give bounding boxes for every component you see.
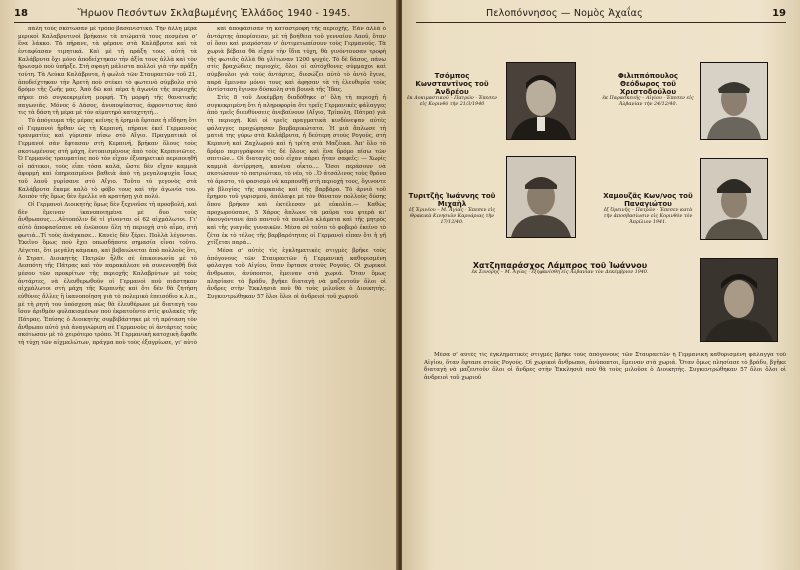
paragraph: Τὸ ἀπόγευμα τῆς μέρας κείνης ἡ ἐρημιὰ ἔφτασε ἡ εἴδηση ὅτι οἱ Γερμανοὶ ἦρθαν ὡς τὴ Κερπινή, πήρανε ἐκεῖ Γερμανοὺς τραυματίες καὶ γύρισαν πίσω στὸ Αἴγιο. Πραγματικὰ οἱ Γερμανοὶ σὰν ἔφτασαν στὴ Κερπινή, βρήκαν ὅλους τοὺς σκοτωμένους στὴ μάχη, ἐντοπισμένους ἀπὸ τοὺς Κερπινιῶτες. Ὁ Γερμανὸς τραυματίας ποὺ τὸν εἶχαν ἐξυπηρετικὸ περιποιηθῆ οἱ πάτεκοι, τοὺς εἶπε τόσα καλά, ὥστε δὲν εἴχαν καμμιὰ ἀφορμὴ καὶ ἐπηρεασμένοι βαθειὰ ἀπὸ τὴ μεγαλοψυχία ἴσως τοῦ λαοῦ γυρίσανε στὸ Αἴγιο. Τοῦτο τὸ γεγονὸς στὰ Καλάβρυτα ἔκαμε καλὸ τὸ φόβο τους καὶ τὴν ἀγωνία του. Λοιπὸν τῆς ὅμως δὲν ἔμελλε νὰ κρατήσῃ γιὰ πολύ.	[18, 117, 197, 201]
paragraph: πάλη τοὺς σκότωσαν μὲ τρόπο βασανιστικό. Τὴν ἄλλη μέρα μερικοὶ Καλαβρυτινοὶ βρήκανε τὰ πτώματά τους πεσμένα σ' ἕνα λάκκο. Τὰ πήρανε, τὰ φέρανε στὰ Καλάβρυτα καὶ τὰ ἐνταφίασαν τιμητικά. Καὶ μὲ τὴ πράξη τους αὐτὴ τὰ Καλάβρυτα ὄχι μόνο ἀποδείχτηκαν τὴν ἀξία τους ἀλλὰ καὶ τὸν ἡρωισμὸ ποὺ ὑπῆρξε. Στὴ σφαγὴ μάλιστα πολλοὶ γιὰ τὴν πρᾶξη τούτη. Τὰ Λεύκα Καλάβρυτα, ἡ φωλιὰ τῶν Σταυραετῶν τοῦ 21, ἀποδείχτηκαν τὴν Ἀρετὴ ποὺ στέκει τὸ φωτεινὸ σύμβολο στὸ δρόμο τῆς ζωῆς μας. Ἀπὸ δῶ καὶ πέρα ἡ ἀγωνία τῆς περιοχῆς πήρεε πιὸ συγκεκριμένη μορφή. Τὴ μορφὴ τῆς θανατικῆς παγωνιᾶς. Μόνος ὁ Δάσος, ἀνυποψίαστος, ἀφροντιστος ἀπό τις τὰ δάση τῆ μέρα μὲ τὸν αἱματηρὸ καταχτητή...	[18, 26, 197, 117]
profile-name: Τσόμπος Κωνσταντῖνος τοῦ Ἀνδρέου	[415, 72, 489, 96]
profile-name: Τυριτζῆς Ἰωάννης τοῦ Μιχαὴλ	[408, 192, 496, 208]
paragraph: Μέσα σ' αὐτὲς τὶς ἐγκληματικὲς στιγμὲς βρῆκε τοὺς ἀπόγονους τῶν Σταυραετῶν ἡ Γερμανικὴ καθορισμένη φάλαγγα τοῦ Αἰγίου, ὅταν ἔφτασε στοὺς Ρογούς. Οἱ χωρικοὶ ἄνθρωποι, ἀνύποπτοι, ἔμειναν στὰ χωριά. Ὅταν ὅμως πλησίασε τὸ βράδυ, βγῆκε διαταγὴ νὰ μαζευτοῦν ὅλοι οἱ ἄνδρες στὴν Ἐκκλησιὰ ποὺ θὰ τοὺς μιλοῦσε ὁ Διοικητής. Συγκεντρώθηκαν 57 ὅλοι ὅλοι οἱ ἀνδρειοὶ τοῦ χωριοῦ	[207, 248, 386, 300]
left-page-header	[14, 6, 384, 23]
profile-caption	[460, 262, 660, 276]
profile-caption	[602, 72, 694, 108]
paragraph: Οἱ Γερμανοὶ Διοικητὴς ὅμως δὲν ξεχνοῦσε τὴ προσβολή, καὶ δὲν ἔμειναν ἱκανοποιημένα μὲ δυο τοὺς ἄνθρωπους.....Αὐτοπόλιν δὲ τί γίνονται οἱ 62 αἰχμάλωτοι. Γι' αὐτὸ ἀποφασίσανε νὰ ἐνῶσουν ὅλη τὴ περιοχὴ στὸ αἷμα, στὴ φωτιά...Τί τοὺς ἀνάγκασε... Κανεὶς δὲν ξέρει. Πολλὰ λέγονται. Ἐκεῖνο ὅμως ποὺ ἔχει οπωσδήποτε σημασία εἶναι τοῦτο. Λέγεται, ὅτι μεγάλη κάμακα, καὶ βεβαιώνεται ἀπὸ πολλοὺς ὅτι, ὁ Στρατ. Διοικητὴς Πατρῶν ἦλθε σὲ ἐπικοινωνία μὲ τὸ Δεσπότη τῆς Πάτρας καὶ τὸν παρακάλεσε νὰ συνεννοηθῆ διὰ μέσου τῶν προκρίτων τῆς περιοχῆς Καλαβρύτων μὲ τοὺς ἀντάρτες, νὰ ἐλευθερωθοῦν οἱ Γερμανοὶ ποὺ πιάστηκαν αἰχμάλωτοι στὴ μάχη τῆς Κερπινῆς καὶ ὅτι δὲν θὰ ζητήση εὐθύνες ἄλλες ἢ ἱκανοποίηση γιὰ τὸ πολεμικὸ ἐπεισόδιο κ.λ.π., μὲ τὴ ρητὴ του ὑπόσχεση πὼς θὰ ἐλευθέρωνε μὲ διαταγὴ του ἴσον ἀριθμὸν φυλακισμένων ποὺ ἐκρατοῦντο στὶς φυλακὲς τῆς Πάτρας. Ἐπίσης ὁ Διοικητὴς συμβιβάστηκε μὲ τὴ πρόταση τὸν ἄνθρωπο αὐτὸ γιὰ ἀναγνώριση σὲ Γερμανοὺς οἱ ἀντάρτες τοὺς σκότωσαν μὲ τὸ χειρότερο τρόπο. Ἡ Γερμανικὴ κατοχικὴ ἔφαθε τὴ τύχη τῶν αἰχμαλώτων, πράγμα ποὺ τοὺς ἐξαγρίωσε, γι' αὐτὸ	[18, 202, 197, 346]
text-column	[424, 352, 786, 564]
page-number: 18	[14, 7, 28, 19]
profile-name: Χατζηπαράσχος Λάμπρος τοῦ Ἰωάννου	[472, 261, 648, 270]
profile-name: Χαμουζᾶς Κων/νος τοῦ Παναγιώτου	[603, 192, 693, 208]
profile-caption	[602, 192, 694, 226]
left-page	[0, 0, 398, 570]
profile-caption	[406, 192, 498, 226]
profile-details: ἐκ Συνόρης – Μ. Ἀγίας · ἐξηφανίσθη εἰς Ἀλβανίαν τὸν Δεκέμβριον 1940.	[471, 270, 649, 275]
running-title: Πελοπόννησος — Νομὸς Ἀχαΐας	[486, 7, 643, 19]
profile-name: Φιλιππόπουλος Θεόδωρος τοῦ Χριστοδούλου	[617, 72, 679, 96]
text-column-1	[18, 26, 197, 564]
paragraph: Στὶς 8 τοῦ Δεκέμβρη διαδόθηκε σ' ὅλη τὴ περιοχὴ ἡ συγκεκριμένη ὅτι ἡ πληροφορία ὅτι τρεῖς Γερμανικὲς φάλαγγες ἀπὸ τρεῖς διευθύνσεις ἀνεβαίνουν (Αἴγιο, Τρίπολη, Πάτρα) γιὰ τὴ περιοχή. Καὶ οἱ τρεῖς πραγματικὰ κινδύνεψαν αὐτὲς φάλαγγες προχώρησαν βαρβαρικώτατα. Ἡ μιὰ ἄπλωσε τὴ ματιά της γύρω στὰ Καλάβρυτα, ἡ δεύτερη στοὺς Ρογούς, στὴ Κερπινὴ καὶ Ζαχλωρού καὶ ἡ τρίτη στὰ Μαζέικα. Ἀπ' ὅλο τὸ δρόμο περιγράφουν τὶς δὲ ὅλους καὶ ἕνα δρόμο πίσω τῶν σπιτιῶν... Οἱ διαταγὲς ποὺ εἶχαν πάρει ἦταν σαφεῖς: — Χωρὶς καμμιὰ ἀντίρρηση, κανένα οἶκτο.... Ὅσοι περάσουν νὰ σκοτώσουν τὸ πατριώτικο, τὸ νέο, τὸ ..Ὁ ἀτσάλινος τοὺς θρόνο τὸ ἀριστο, τὸ φασισμὸ νὰ καρπουθῇ στὴ περιοχὴ τους, ὅγινοντε γὰ βλογίας τῆς πυρκαιάς καὶ τῆς βαρβάρα. Τὸ ἀρνιὸ τοῦ ἔρημου τοῦ γυρισμού, ἀπόλαψε μὲ τὸν θάνατον πολλοὺς δύσης ὅπου βρήκαν καὶ ἐκτέλεσαν μὲ εὐκολία.— Καθὼς προχωρούσανε, 5 Χάρος ἅπλωνε τὰ μαῦρα του φτερὰ κι' ἀκουγόντανε ἀπὸ παντοῦ τὰ ποικίλα κλάματα καὶ τῆς μητρὸς καὶ τῆς γιαγιᾶς γυναικῶν. Μέσα σὲ τοῦτο τὸ φοβερὸ ἐκείνο τὸ ζέτα ἐκ τὸ τέλος τῆς βαρβαρότητας οἱ Γερμανοὶ εἶπαν ὅτι ἡ γῆ χτίζεται παρά...	[207, 94, 386, 247]
profile-details: ἐκ Δοκιμαστικοῦ – Πατρῶν · Ἐπεσεν εἰς Κορινθὸ τὴν 21/3/1940	[406, 96, 498, 107]
portrait-photo	[700, 62, 768, 140]
profile-caption	[406, 72, 498, 108]
profile-details: ἐξ Ἐρινέου – Μ. Ἀγίας · Ἐπεσεν εἰς Θρακικὰ Κινησιῶν Καρυάριας τὴν 17/12/40.	[408, 208, 496, 225]
paragraph: Μέσα σ' αὐτὲς τὶς ἐγκληματικὲς στιγμὲς βρῆκε τοὺς ἀπόγονους τῶν Σταυραετῶν ἡ Γερμανικὴ καθορισμένη φάλαγγα τοῦ Αἰγίου, ὅταν ἔφτασε στοὺς Ρογούς. Οἱ χωρικοὶ ἄνθρωποι, ἀνύποπτοι, ἔμειναν στὰ χωριά. Ὅταν ὅμως πλησίασε τὸ βράδυ, βγῆκε διαταγὴ νὰ μαζευτοῦν ὅλοι οἱ ἄνδρες στὴν Ἐκκλησιὰ ποὺ θὰ τοὺς μιλοῦσε ὁ Διοικητής. Συγκεντρώθηκαν 57 ὅλοι ὅλοι οἱ ἀνδρειοὶ τοῦ χωριοῦ	[424, 352, 786, 381]
portrait-photo	[700, 158, 768, 240]
portrait-photo	[506, 62, 576, 140]
paragraph: καὶ ἀποφάσισαν τὴ καταστροφὴ τῆς περιοχῆς. Ἐάν ἀλλὰ ὁ ἀντάρτης ἀπορίσειαν, μὲ τὴ βοήθεια τοῦ γενναίου Λαοῦ, ὅταν οἱ ὅσοι καὶ μιαρόσταν ν' ἀντιμετωπίσουν τοὺς Γερμανούς. Τὰ χωριὰ βέβαια θὰ εἶχαν τὴν ἴδια τύχη, θὰ γινόντουσαν τροφὴ τῆς φωτιᾶς ἀλλὰ θὰ γλίτωναν 1200 ψυχές. Τὸ δὲ δάσος, πάνω στὶς βραχώδεις περιοχές, ὅλοι οἱ αὐτόχθονες σύμμαχοι καὶ σύμβουλοι γιὰ τοὺς ἀντάρτες, διεσώζει αὐτὸ τὸ ἀντὸ ἔγινε, παρὰ ἔμειναν μόνοι τους καὶ ἀφησαν τὰ τὴ ἐλευθερία τοὺς ἀντίσταση ἔγιναν δύσκολη στὰ βουνὰ τῆς Ἴδας.	[207, 26, 386, 94]
page-number: 19	[772, 7, 786, 19]
right-page	[402, 0, 800, 570]
portrait-photo	[700, 258, 778, 342]
text-column-2	[207, 26, 386, 564]
portrait-photo	[506, 156, 576, 238]
profile-details: ἐκ Παρασκευῆς – Αἰγίου · Ἐπεσεν εἰς Ἀλβανίαν τὴν 24/12/40.	[602, 96, 694, 107]
right-body-text	[424, 352, 786, 564]
profile-details: ἐξ Ὀρεινῆς – Πατρῶν · Ἐπεσεν κατὰ τὴν ἀποσβασίωσιν εἰς Κορινθὸν τὸν Ἀπρίλιον 1941.	[603, 208, 693, 225]
right-page-header	[416, 6, 786, 23]
running-title: Ἥρωον Πεσόντων Σκλαβωμένης Ἑλλάδος 1940 - 1945.	[77, 7, 351, 19]
